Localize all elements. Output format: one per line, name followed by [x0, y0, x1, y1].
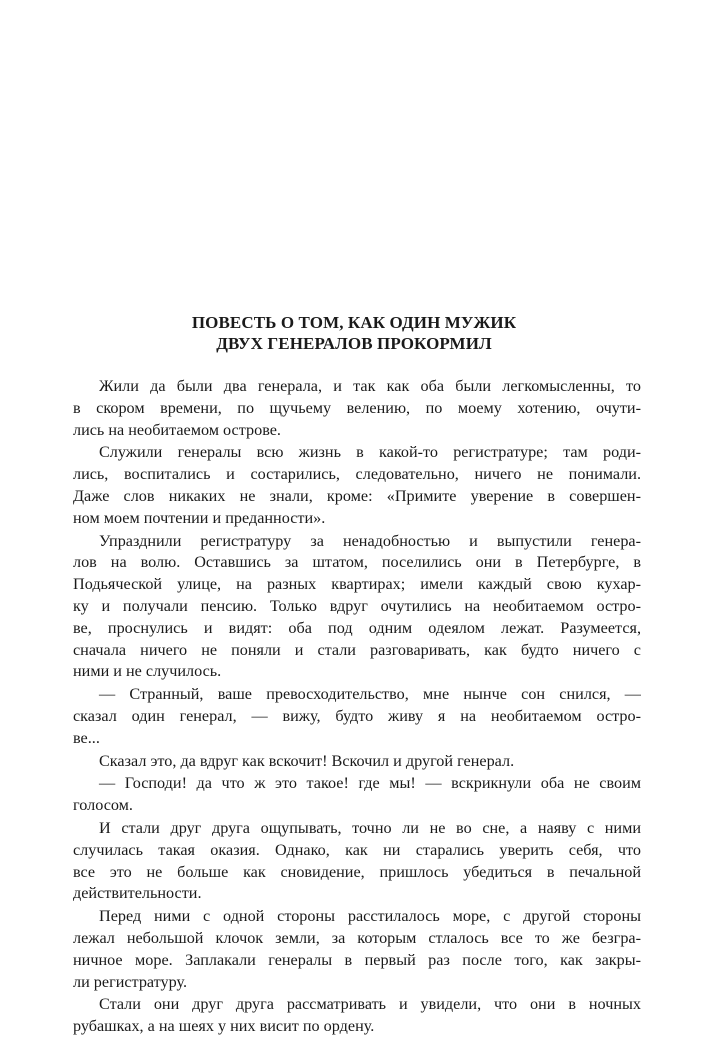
text-line: ними и не случилось.: [73, 662, 222, 681]
text-line: ве, проснулись и видят: оба под одним одеялом лежат. Разумеется,: [73, 618, 641, 637]
paragraph: [73, 994, 641, 1038]
paragraph: [73, 751, 641, 773]
text-line: Стали они друг друга рассматривать и увидели, что они в ночных: [99, 995, 641, 1014]
text-line: в скором времени, по щучьему велению, по моему хотению, очути-: [73, 398, 641, 417]
text-line: голосом.: [73, 796, 133, 815]
text-line: — Странный, ваше превосходительство, мне нынче сон снился, —: [99, 685, 641, 704]
chapter-title-line-1: ПОВЕСТЬ О ТОМ, КАК ОДИН МУЖИК: [191, 313, 517, 332]
paragraph: [73, 442, 641, 529]
text-line: Жили да были два генерала, и так как оба были легкомысленны, то: [99, 377, 641, 395]
text-line: Сказал это, да вдруг как вскочит! Вскочил и другой генерал.: [99, 751, 515, 770]
text-line: И стали друг друга ощупывать, точно ли не во сне, а наяву с ними: [99, 818, 641, 837]
text-line: ном моем почтении и преданности».: [73, 508, 326, 527]
chapter-title: [60, 312, 648, 354]
text-line: Упразднили регистратуру за ненадобностью и выпустили генера-: [99, 531, 641, 550]
text-line: сказал один генерал, — вижу, будто живу я на необитаемом остро-: [73, 706, 641, 725]
text-line: Перед ними с одной стороны расстилалось море, с другой стороны: [99, 907, 641, 926]
paragraph: [73, 906, 641, 993]
paragraph: [73, 818, 641, 905]
text-line: ничное море. Заплакали генералы в первый раз после того, как закры-: [73, 950, 641, 969]
paragraph: [73, 376, 641, 441]
text-line: ку и получали пенсию. Только вдруг очутились на необитаемом остро-: [73, 596, 641, 615]
text-line: лежал небольшой клочок земли, за которым стлалось все то же безгра-: [73, 928, 641, 947]
text-line: Служили генералы всю жизнь в какой-то регистратуре; там роди-: [99, 443, 641, 462]
text-line: — Господи! да что ж это такое! где мы! — вскрикнули оба не своим: [99, 774, 641, 793]
text-line: ли регистратуру.: [73, 972, 188, 991]
text-line: действительности.: [73, 884, 202, 903]
text-line: Даже слов никаких не знали, кроме: «Примите уверение в совершен-: [73, 486, 641, 505]
text-line: сначала ничего не поняли и стали разговаривать, как будто ничего с: [73, 640, 641, 659]
text-line: лов на волю. Оставшись за штатом, поселились они в Петербурге, в: [73, 553, 641, 572]
text-line: лись на необитаемом острове.: [73, 420, 281, 439]
body-text: [73, 376, 641, 1039]
text-line: случилась такая оказия. Однако, как ни старались уверить себя, что: [73, 840, 641, 859]
text-line: рубашках, а на шеях у них висит по ордену.: [73, 1017, 375, 1036]
text-line: ве...: [73, 728, 100, 747]
text-line: все это не больше как сновидение, пришлось убедиться в печальной: [73, 862, 641, 881]
paragraph: [73, 684, 641, 749]
paragraph: [73, 531, 641, 684]
text-line: лись, воспитались и состарились, следовательно, ничего не понимали.: [73, 465, 641, 484]
chapter-title-line-2: ДВУХ ГЕНЕРАЛОВ ПРОКОРМИЛ: [216, 334, 492, 353]
paragraph: [73, 773, 641, 817]
text-line: Подьяческой улице, на разных квартирах; имели каждый свою кухар-: [73, 575, 641, 594]
